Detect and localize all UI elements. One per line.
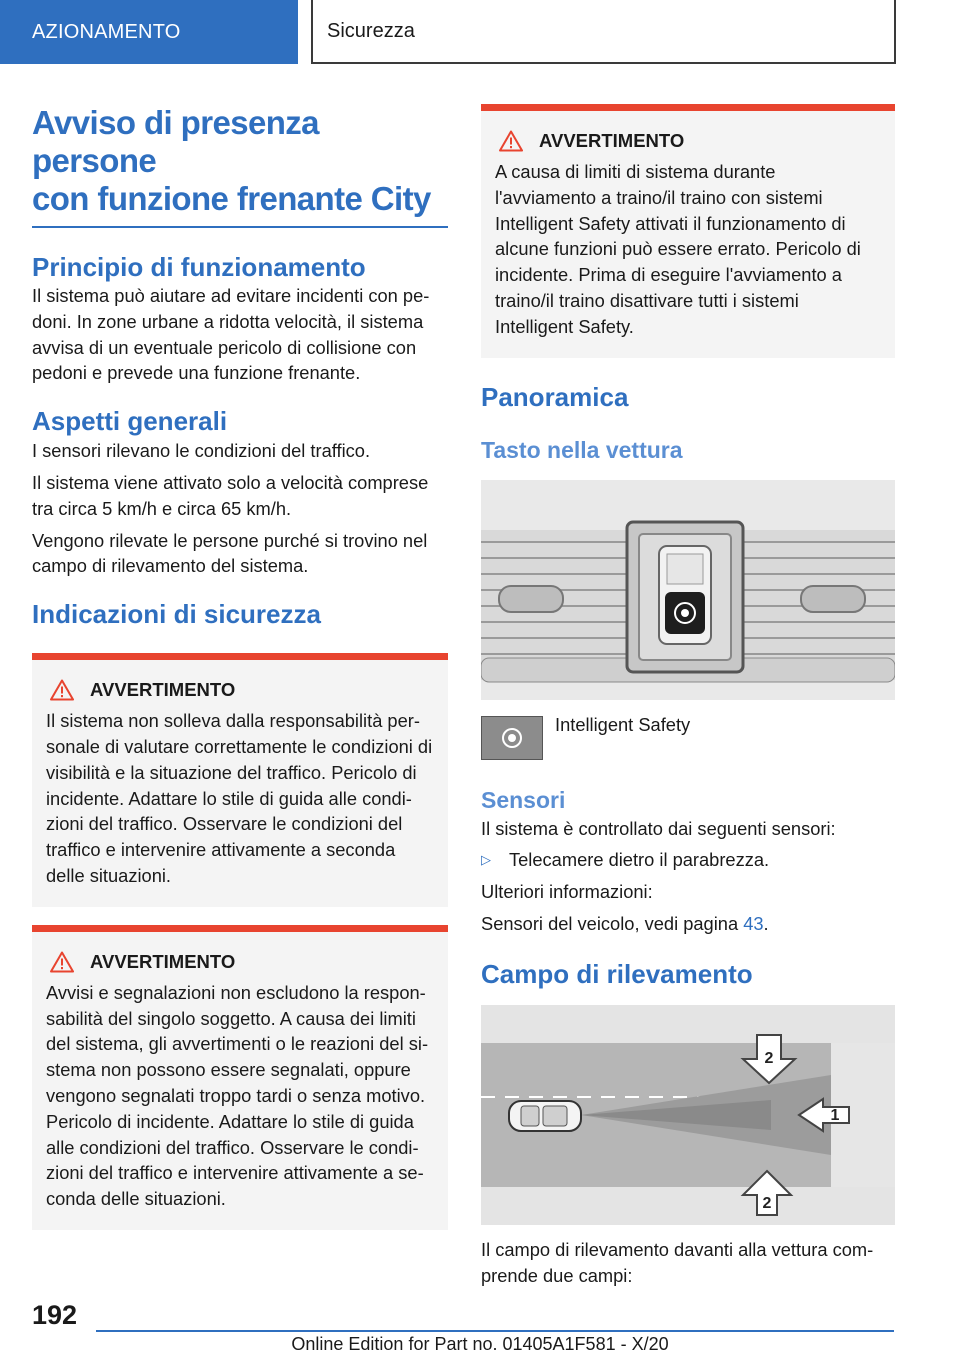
warning-title: AVVERTIMENTO (90, 679, 236, 701)
sensori-text: Il sistema è controllato dai seguenti sensori: (481, 817, 836, 839)
ulteriori-text: Ulteriori informazioni: (481, 881, 653, 903)
detection-range-illustration (481, 1005, 895, 1225)
reference-end: . (763, 912, 769, 934)
right-column (481, 104, 895, 1288)
vent-panel-illustration (481, 480, 895, 700)
heading-sensori: Sensori (481, 786, 566, 813)
section-title: Sicurezza (311, 0, 896, 64)
sensori-reference (481, 911, 895, 937)
warning-triangle-icon (50, 951, 74, 973)
heading-principio: Principio di funzionamento (32, 252, 366, 282)
aspetti-text-2: Il sistema viene attivato solo a velocità comprese tra circa 5 km/h e circa 65 km/h. (32, 471, 429, 519)
page-title (32, 104, 448, 218)
warning-box-1 (32, 653, 448, 907)
button-label: Intelligent Safety (555, 713, 691, 735)
car-icon (509, 1101, 581, 1131)
diagram-label-2-top: 2 (764, 1049, 774, 1067)
warning-text: A causa di limiti di sistema durante l'avviamento a traino/il traino con sistemi Intelligent Safety attivati il funzionamento di alcune funzioni può essere errato. Pericolo di incidente. Prima di eseguire l'avviamento a traino/il traino disattivare tutti i sistemi Intelligent Safety. (495, 161, 861, 337)
vent-button-photo (481, 480, 895, 700)
campo-text: Il campo di rilevamento davanti alla vettura comprende due campi: (481, 1238, 874, 1286)
heading-campo: Campo di rilevamento (481, 958, 753, 989)
chapter-tab[interactable]: AZIONAMENTO (0, 0, 298, 64)
warning-header (495, 129, 881, 153)
left-column (32, 104, 448, 1230)
heading-panoramica: Panoramica (481, 381, 629, 412)
warning-triangle-icon (50, 679, 74, 701)
heading-tasto: Tasto nella vettura (481, 436, 683, 463)
footer-divider (96, 1330, 894, 1332)
heading-sicurezza: Indicazioni di sicurezza (32, 599, 321, 630)
bullet-triangle-icon: ▷ (481, 852, 491, 868)
sensori-bullet-text: Telecamere dietro il parabrezza. (509, 849, 770, 871)
aspetti-text-1: I sensori rilevano le condizioni del traffico. (32, 440, 371, 462)
intelligent-safety-button-icon (481, 716, 543, 760)
button-legend (481, 713, 895, 760)
warning-header (46, 950, 434, 974)
warning-title: AVVERTIMENTO (539, 130, 685, 151)
warning-box-3 (481, 104, 895, 358)
page-number: 192 (32, 1300, 78, 1330)
warning-box-2 (32, 925, 448, 1230)
edition-footer: Online Edition for Part no. 01405A1F581 - X/20 (291, 1334, 669, 1354)
warning-title: AVVERTIMENTO (90, 950, 236, 972)
heading-aspetti: Aspetti generali (32, 406, 228, 437)
warning-text: Il sistema non solleva dalla responsabilità personale di valutare correttamente le condizioni di visibilità e la situazione del traffico. Pericolo di incidente. Adattare lo stile di guida alle condizioni del traffico. Osservare le condizioni del traffico e intervenire attivamente a seconda delle situazioni. (46, 710, 433, 886)
title-line-1: Avviso di presenza persone (32, 104, 319, 179)
detection-range-diagram (481, 1005, 895, 1225)
aspetti-text-3: Vengono rilevate le persone purché si trovino nel campo di rilevamento del sistema. (32, 529, 428, 577)
diagram-label-2-bottom: 2 (762, 1194, 772, 1212)
title-line-2: con funzione frenante City (32, 180, 431, 217)
warning-header (46, 678, 434, 702)
page-link[interactable]: 43 (743, 912, 764, 934)
principio-text: Il sistema può aiutare ad evitare incidenti con pedoni. In zone urbane a ridotta velocità, il sistema avvisa di un eventuale pericolo di collisione con pedoni e prevede una funzione frenante. (32, 285, 430, 384)
diagram-label-1: 1 (830, 1106, 840, 1124)
title-divider (32, 226, 448, 228)
warning-triangle-icon (499, 130, 523, 152)
warning-text: Avvisi e segnalazioni non escludono la responsabilità del singolo soggetto. A causa dei limiti del sistema, gli avvertimenti o le reazioni del sistema non possono essere segnalati, oppure vengono segnalati troppo tardi o senza motivo. Pericolo di incidente. Adattare lo stile di guida alle condizioni del traffico. Osservare le condizioni del traffico e intervenire attivamente a seconda delle situazioni. (46, 981, 429, 1210)
reference-text: Sensori del veicolo, vedi pagina (481, 912, 744, 934)
list-item (481, 847, 895, 873)
